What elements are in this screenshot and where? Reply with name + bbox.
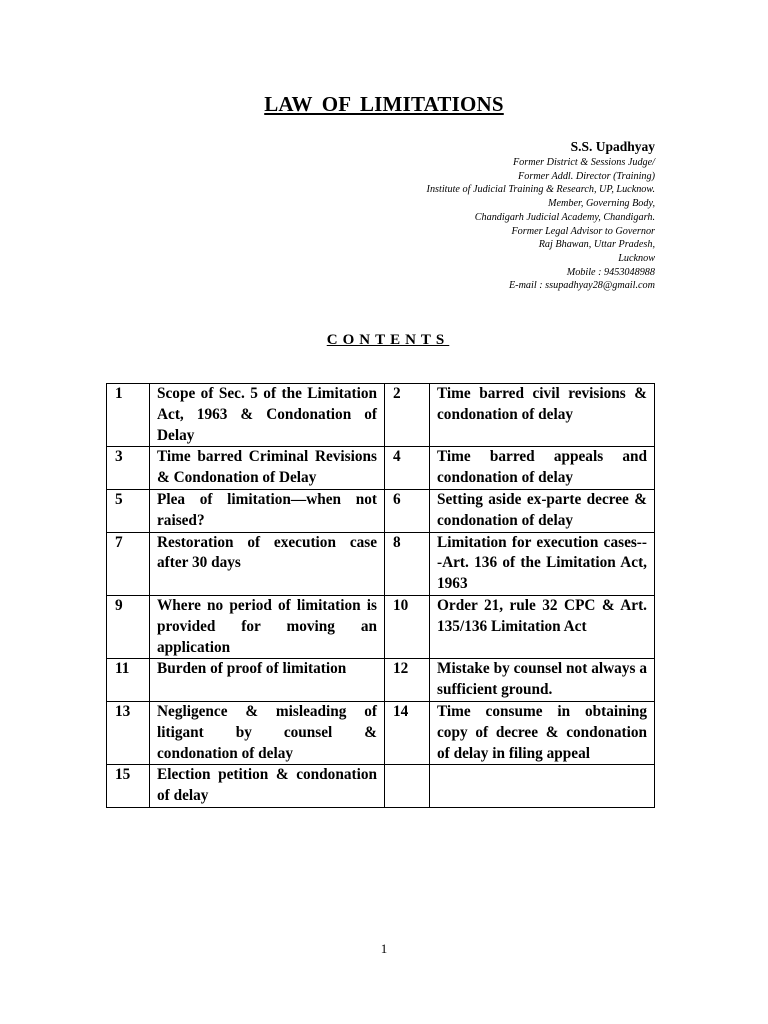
- table-row: [107, 595, 655, 658]
- page-number: 1: [380, 941, 388, 956]
- author-email: E-mail : ssupadhyay28@gmail.com: [508, 280, 655, 292]
- entry-title: Setting aside ex-parte decree & condonation of delay: [430, 489, 655, 532]
- entry-number: 10: [385, 595, 430, 658]
- author-name: S.S. Upadhyay: [570, 139, 655, 154]
- author-designation: Institute of Judicial Training & Research, UP, Lucknow.: [426, 184, 655, 196]
- entry-title: Limitation for execution cases---Art. 136 of the Limitation Act, 1963: [430, 532, 655, 595]
- entry-number: 5: [107, 489, 150, 532]
- author-designation: Member, Governing Body,: [548, 198, 655, 210]
- contents-table: [106, 383, 655, 808]
- entry-number: 9: [107, 595, 150, 658]
- author-block: [255, 138, 655, 293]
- author-designation: Former District & Sessions Judge/: [512, 157, 655, 168]
- table-row: [107, 384, 655, 447]
- entry-title: Negligence & misleading of litigant by counsel & condonation of delay: [150, 701, 385, 764]
- author-designation: Former Legal Advisor to Governor: [511, 225, 655, 237]
- entry-title: Restoration of execution case after 30 days: [150, 532, 385, 595]
- entry-title: Election petition & condonation of delay: [150, 765, 385, 808]
- entry-title: Plea of limitation—when not raised?: [150, 489, 385, 532]
- entry-title: Time consume in obtaining copy of decree & condonation of delay in filing appeal: [430, 701, 655, 764]
- entry-number: 12: [385, 659, 430, 702]
- entry-number: 14: [385, 701, 430, 764]
- contents-heading: CONTENTS: [326, 332, 450, 348]
- entry-number: 3: [107, 447, 150, 490]
- entry-title: Order 21, rule 32 CPC & Art. 135/136 Limitation Act: [430, 595, 655, 658]
- entry-title: [430, 765, 655, 808]
- table-row: [107, 489, 655, 532]
- entry-number: 8: [385, 532, 430, 595]
- entry-number: 13: [107, 701, 150, 764]
- table-row: [107, 701, 655, 764]
- entry-number: 2: [385, 384, 430, 447]
- entry-title: Time barred appeals and condonation of delay: [430, 447, 655, 490]
- table-row: [107, 659, 655, 702]
- entry-title: Mistake by counsel not always a sufficient ground.: [430, 659, 655, 702]
- table-row: [107, 532, 655, 595]
- entry-number: 11: [107, 659, 150, 702]
- author-designation: Former Addl. Director (Training): [518, 170, 655, 182]
- entry-number: 4: [385, 447, 430, 490]
- entry-title: Burden of proof of limitation: [150, 659, 385, 702]
- author-designation: Lucknow: [618, 252, 655, 264]
- entry-number: 1: [107, 384, 150, 447]
- entry-number: 7: [107, 532, 150, 595]
- author-designation: Chandigarh Judicial Academy, Chandigarh.: [474, 211, 655, 223]
- document-title: LAW OF LIMITATIONS: [264, 92, 504, 116]
- author-mobile: Mobile : 9453048988: [566, 266, 655, 278]
- entry-number: [385, 765, 430, 808]
- author-designation: Raj Bhawan, Uttar Pradesh,: [538, 239, 655, 251]
- entry-title: Time barred Criminal Revisions & Condonation of Delay: [150, 447, 385, 490]
- entry-title: Time barred civil revisions & condonation of delay: [430, 384, 655, 447]
- table-row: [107, 765, 655, 808]
- entry-number: 15: [107, 765, 150, 808]
- table-row: [107, 447, 655, 490]
- entry-title: Where no period of limitation is provided for moving an application: [150, 595, 385, 658]
- entry-number: 6: [385, 489, 430, 532]
- entry-title: Scope of Sec. 5 of the Limitation Act, 1963 & Condonation of Delay: [150, 384, 385, 447]
